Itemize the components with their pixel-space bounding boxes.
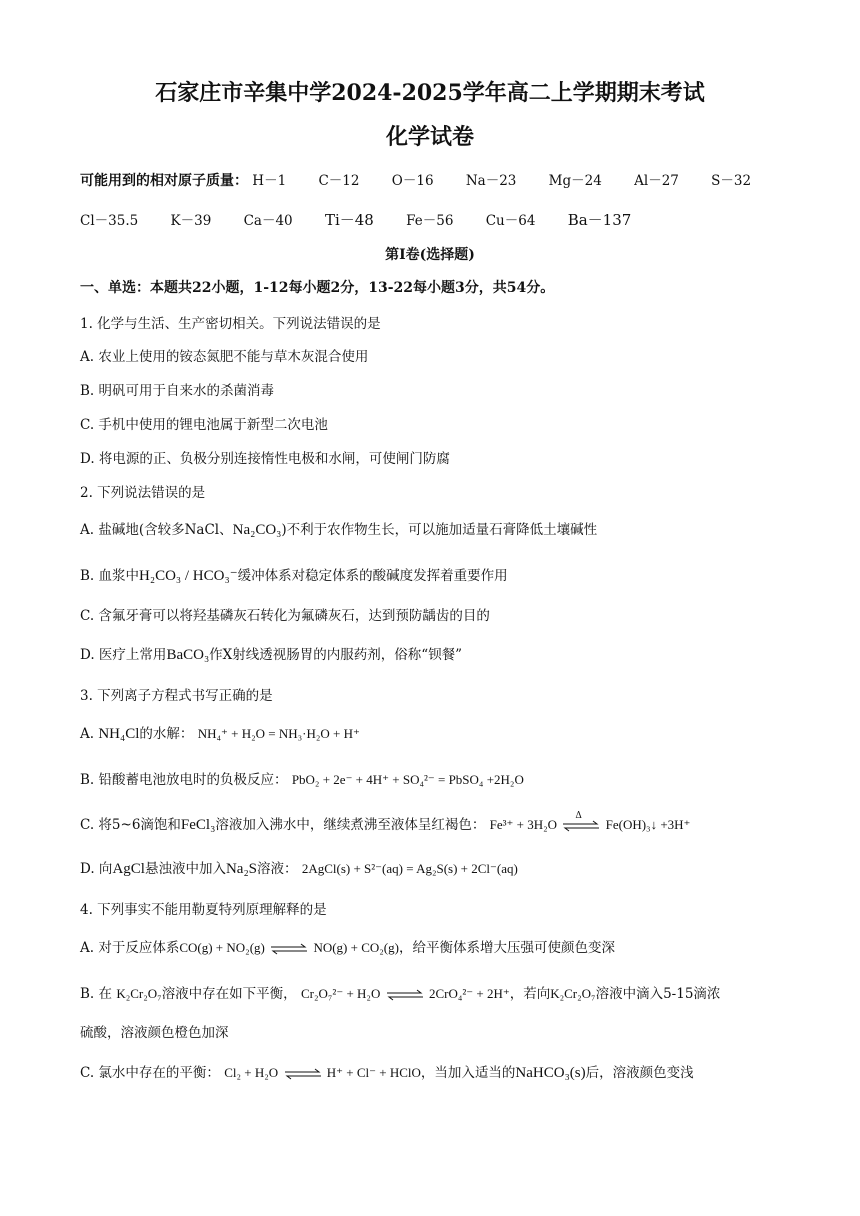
option-text: C. 将5~6滴饱和 [80,817,181,833]
atomic-masses-row-2 [80,209,659,230]
equation-left: Cr₂O₇²⁻ + H₂O [300,986,381,1001]
chemical-formula: NaHCO₃(s) [515,1065,586,1081]
question-3-option-b [80,768,524,788]
option-text: A. 对于反应体系 [80,940,180,956]
question-2-option-d [80,643,462,664]
question-3-option-d [80,857,518,878]
reversible-arrow-icon [283,1068,323,1080]
option-text: A. 盐碱地(含较多NaCl、 [80,522,233,538]
option-text: 作X射线透视肠胃的内服药剂，俗称“钡餐” [209,647,463,663]
option-text: B. 铅酸蓄电池放电时的负极反应： [80,772,288,788]
ionic-equation: 2AgCl(s) + S²⁻(aq) = Ag₂S(s) + 2Cl⁻(aq) [301,861,518,876]
equation-right: Fe(OH)₃↓ +3H⁺ [605,817,691,832]
part-heading: 一、单选：本题共22小题，1-12每小题2分，13-22每小题3分，共54分。 [80,280,555,296]
chemical-formula: Na₂S [225,861,258,877]
question-3-option-a [80,722,360,743]
mass-item: Fe－56 [406,213,454,229]
reversible-arrow-icon [385,989,425,1001]
mass-item: K－39 [170,213,212,229]
question-2-option-c: C. 含氟牙膏可以将羟基磷灰石转化为氟磷灰石，达到预防龋齿的目的 [80,608,490,624]
mass-item: C－12 [318,173,360,189]
chemical-formula: K₂Cr₂O₇ [116,986,162,1001]
question-3-stem: 3. 下列离子方程式书写正确的是 [80,688,273,704]
atomic-masses-label: 可能用到的相对原子质量： [80,173,248,189]
mass-item: H－1 [252,173,287,189]
mass-item: Na－23 [465,173,517,189]
chemical-formula: H₂CO₃ / HCO₃⁻ [139,568,238,584]
question-2-option-b [80,564,508,585]
mass-item: Al－27 [634,173,679,189]
equation-right: 2CrO₄²⁻ + 2H⁺ [428,986,510,1001]
mass-item: Cu－64 [485,213,536,229]
mass-item: Ca－40 [243,213,293,229]
chemical-formula: Na₂CO₃ [232,522,282,538]
chemical-formula: K₂Cr₂O₇ [550,986,596,1001]
option-text: D. 医疗上常用 [80,647,167,663]
section-heading: 第Ⅰ卷(选择题) [385,247,475,263]
option-text: 溶液： [257,861,298,877]
chemical-formula: NH₄Cl [98,726,140,742]
exam-subtitle: 化学试卷 [385,124,474,150]
option-text: A. [80,726,95,742]
question-4-stem: 4. 下列事实不能用勒夏特列原理解释的是 [80,902,327,918]
equation-right: NO(g) + CO₂(g) [313,940,399,955]
option-text: D. 向 [80,861,113,877]
question-4-option-c [80,1061,694,1082]
option-text: )不利于农作物生长，可以施加适量石膏降低土壤碱性 [281,522,598,538]
mass-item: S－32 [711,173,752,189]
option-text: ，给平衡体系增大压强可使颜色变深 [398,940,615,956]
reversible-arrow-heated [561,810,601,832]
option-text: 溶液中存在如下平衡， [161,986,297,1002]
question-4-option-b-continued: 硫酸，溶液颜色橙色加深 [80,1025,229,1041]
option-text: ，若向 [509,986,551,1002]
mass-item: Ti－48 [324,211,374,229]
equation-left: CO(g) + NO₂(g) [179,940,265,955]
mass-item: O－16 [391,173,434,189]
reversible-arrow-icon [561,820,601,832]
option-text: 溶液中滴入5-15滴浓 [595,986,721,1002]
ionic-equation: PbO₂ + 2e⁻ + 4H⁺ + SO₄²⁻ = PbSO₄ +2H₂O [291,772,524,787]
question-1-option-d: D. 将电源的正、负极分别连接惰性电极和水闸，可使闸门防腐 [80,451,450,467]
heat-symbol: Δ [575,810,582,821]
option-text: 后，溶液颜色变浅 [585,1065,694,1081]
mass-item: Ba－137 [567,211,632,229]
question-3-option-c [80,810,691,834]
option-text: 的水解： [139,726,194,742]
exam-title: 石家庄市辛集中学2024-2025学年高二上学期期末考试 [155,80,705,106]
atomic-masses-row-1 [80,169,779,190]
question-4-option-b [80,982,720,1002]
option-text: C. 氯水中存在的平衡： [80,1065,220,1081]
mass-item: Cl－35.5 [80,213,139,229]
question-1-option-c: C. 手机中使用的锂电池属于新型二次电池 [80,417,328,433]
option-text: ，当加入适当的 [420,1065,516,1081]
equation-left: Fe³⁺ + 3H₂O [489,817,558,832]
chemical-formula: FeCl₃ [180,817,216,833]
question-1-stem: 1. 化学与生活、生产密切相关。下列说法错误的是 [80,316,381,332]
option-text: 缓冲体系对稳定体系的酸碱度发挥着重要作用 [237,568,508,584]
equation-left: Cl₂ + H₂O [224,1065,279,1080]
question-1-option-b: B. 明矾可用于自来水的杀菌消毒 [80,383,275,399]
option-text: B. 在 [80,986,113,1002]
equation-right: H⁺ + Cl⁻ + HClO [326,1065,421,1080]
option-text: 悬浊液中加入 [144,861,226,877]
option-text: 溶液加入沸水中，继续煮沸至液体呈红褐色： [215,817,486,833]
question-4-option-a [80,936,615,956]
reversible-arrow-icon [269,943,309,955]
chemical-formula: AgCl [112,861,145,877]
question-2-stem: 2. 下列说法错误的是 [80,485,206,501]
question-1-option-a: A. 农业上使用的铵态氮肥不能与草木灰混合使用 [80,349,369,365]
question-2-option-a [80,518,597,539]
option-text: B. 血浆中 [80,568,140,584]
mass-item: Mg－24 [548,173,602,189]
ionic-equation: NH₄⁺ + H₂O = NH₃·H₂O + H⁺ [197,726,360,741]
chemical-formula: BaCO₃ [166,647,210,663]
